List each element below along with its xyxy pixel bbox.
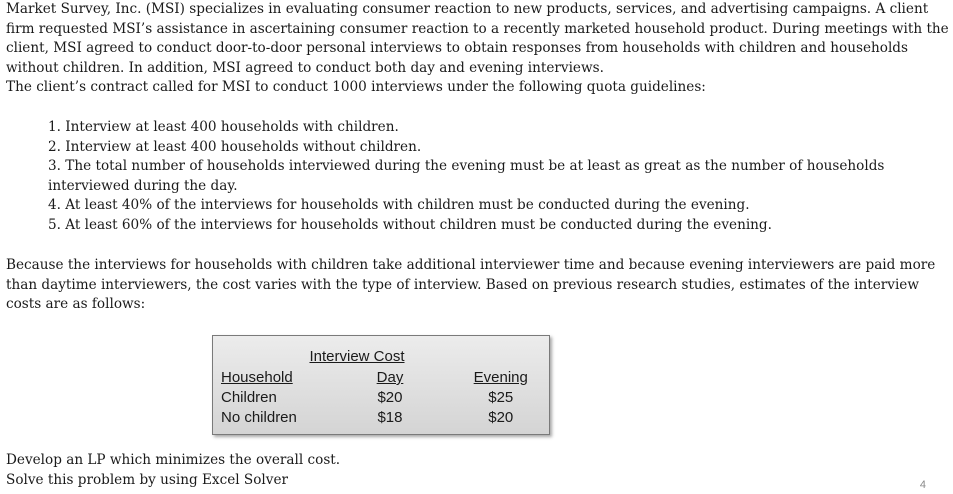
header-household: Household — [221, 369, 293, 386]
quota-item: 3. The total number of households interviewed during the evening must be at least as great as the number of households interviewed during the day. — [48, 158, 885, 194]
row-household: Children — [221, 389, 277, 406]
header-evening: Evening — [473, 369, 528, 386]
intro-paragraph: Market Survey, Inc. (MSI) specializes in evaluating consumer reaction to new products, services, and advertising campaigns. A client firm requested MSI’s assistance in ascertaining consumer reaction to a recently marketed household product. During meetings with the client, MSI agreed to conduct door-to-door personal interviews to obtain responses from households with children and households without children. In addition, MSI agreed to conduct both day and evening interviews. — [6, 1, 949, 76]
quota-item: 2. Interview at least 400 households without children. — [48, 138, 422, 155]
contract-line: The client’s contract called for MSI to conduct 1000 interviews under the following quota guidelines: — [6, 79, 706, 95]
cost-table-header-row — [221, 368, 549, 388]
quota-item: 5. At least 60% of the interviews for households without children must be conducted during the evening. — [48, 216, 772, 233]
quota-item: 1. Interview at least 400 households with children. — [48, 119, 399, 135]
closing-line-2: Solve this problem by using Excel Solver — [6, 471, 288, 488]
intro-section — [6, 0, 950, 98]
cost-table-title: Interview Cost — [309, 348, 405, 365]
header-day: Day — [376, 369, 404, 386]
page-number: 4 — [919, 479, 926, 491]
costs-paragraph: Because the interviews for households with children take additional interviewer time and because evening interviewers are paid more than daytime interviewers, the cost varies with the type of interview. Based on previous research studies, estimates of the interview costs are as follows: — [6, 257, 936, 312]
row-household: No children — [221, 409, 297, 426]
row-evening-cost: $25 — [488, 389, 514, 406]
quota-item: 4. At least 40% of the interviews for households with children must be conducted during the evening. — [48, 197, 750, 213]
closing-section — [6, 451, 340, 490]
closing-line-1: Develop an LP which minimizes the overall cost. — [6, 452, 341, 468]
table-row — [221, 408, 549, 428]
row-day-cost: $18 — [377, 409, 403, 426]
table-row — [221, 388, 549, 408]
quota-guidelines-list — [48, 118, 928, 235]
interview-cost-table — [221, 368, 549, 428]
row-evening-cost: $20 — [488, 409, 514, 426]
interview-cost-box — [212, 335, 550, 435]
row-day-cost: $20 — [377, 389, 403, 406]
